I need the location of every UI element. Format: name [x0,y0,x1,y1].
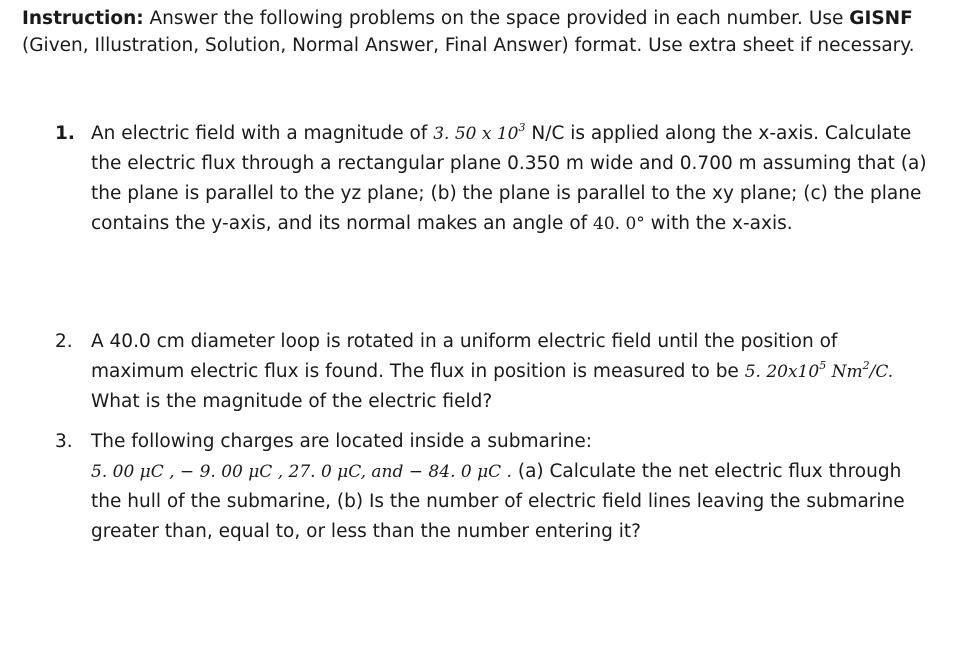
problem-number: 2. [55,331,73,352]
problem-text-part: A 40.0 cm diameter loop is rotated in a uniform electric field until the position of maximum electric flux is found. The flux in position is measured to be [91,331,838,382]
problem-2 [55,327,935,417]
problem-text-part: The following charges are located inside a submarine: [91,431,592,452]
exponent: 2 [862,359,870,372]
format-acronym: GISNF [849,8,913,29]
field-magnitude [433,121,526,144]
exponent: 5 [819,359,827,372]
math-unit: Nm [826,362,863,382]
exponent: 3 [518,121,526,134]
problem-number: 3. [55,431,73,452]
problem-text [91,427,935,547]
problem-text-part: (a) Calculate the net electric flux through the hull of the submarine, (b) Is the number of electric field lines leaving the submarine greater than, equal to, or less than the number entering it? [91,461,905,542]
problem-3 [55,427,935,547]
instruction-text-2: (Given, Illustration, Solution, Normal Answer, Final Answer) format. Use extra sheet if necessary. [22,35,915,56]
instruction-label: Instruction: [22,8,144,29]
problem-text [91,119,935,239]
problem-text-part: An electric field with a magnitude of [91,123,434,144]
angle-value: 40. 0° [593,214,645,234]
problem-text-part: N/C is applied along the x-axis. Calculate the electric flux through a rectangular plane 0.350 m wide and 0.700 m assuming that (a) the plane is parallel to the yz plane; (b) the plane is parallel to the xy plane; (c) the plane contains the y-axis, and its normal makes an angle of [91,123,927,234]
problem-text-part: with the x-axis. [644,213,793,234]
problem-number: 1. [55,123,75,144]
flux-value [744,359,894,382]
instruction-text-1: Answer the following problems on the space provided in each number. Use [143,8,850,29]
charge-list: 5. 00 μC , − 9. 00 μC , 27. 0 μC, and − 84. 0 μC . [91,462,512,482]
math-value: 3. 50 x 10 [433,124,519,144]
math-unit: /C. [869,362,894,382]
math-value: 5. 20x10 [744,362,820,382]
instruction-block [22,5,927,59]
problem-text [91,327,935,417]
problem-text-part: What is the magnitude of the electric field? [91,391,493,412]
problem-1 [55,119,935,239]
